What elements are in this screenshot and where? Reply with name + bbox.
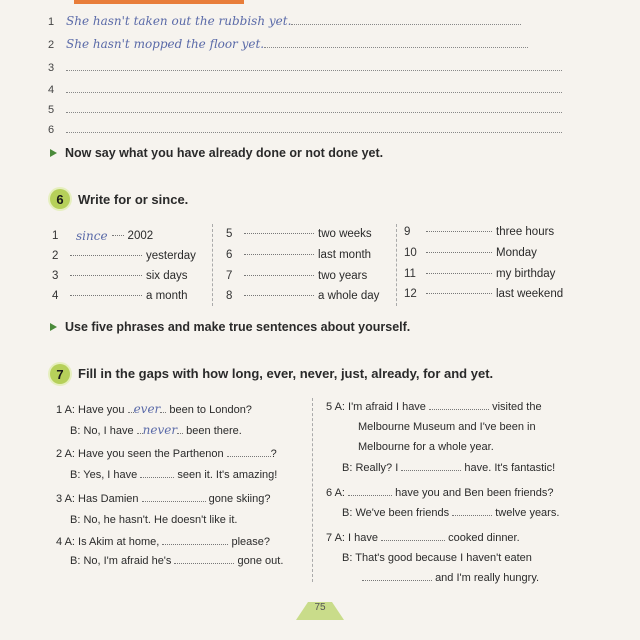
handwritten-answer: since — [76, 229, 108, 243]
question-3b: B: No, he hasn't. He doesn't like it. — [70, 514, 238, 526]
answer-line-1[interactable] — [48, 10, 521, 28]
gap-item-7[interactable]: 7 two years — [226, 270, 368, 282]
question-5a-line2: Melbourne Museum and I've been in — [358, 421, 536, 433]
gap-item-10[interactable]: 10 Monday — [404, 247, 537, 259]
handwritten-answer: She hasn't taken out the rubbish yet. — [66, 14, 292, 28]
sentences-instruction: Use five phrases and make true sentences about yourself. — [50, 320, 410, 334]
question-2b[interactable]: B: Yes, I have seen it. It's amazing! — [70, 469, 278, 481]
question-5a[interactable]: 5 A: I'm afraid I have visited the — [326, 401, 542, 413]
gap-item-8[interactable]: 8 a whole day — [226, 290, 380, 302]
speaking-instruction: Now say what you have already done or not done yet. — [50, 146, 383, 160]
question-3a[interactable]: 3 A: Has Damien gone skiing? — [56, 493, 271, 505]
question-1a[interactable]: 1 A: Have you ever been to London? — [56, 402, 252, 416]
gap-item-3[interactable]: 3 six days — [52, 270, 188, 282]
gap-item-6[interactable]: 6 last month — [226, 249, 372, 261]
column-divider — [396, 224, 397, 306]
question-5a-line3: Melbourne for a whole year. — [358, 441, 494, 453]
handwritten-answer: She hasn't mopped the floor yet. — [66, 37, 265, 51]
question-6a[interactable]: 6 A: have you and Ben been friends? — [326, 487, 554, 499]
top-color-bar — [74, 0, 244, 4]
answer-line-6[interactable] — [48, 118, 562, 136]
answer-line-5[interactable] — [48, 98, 562, 116]
gap-item-2[interactable]: 2 yesterday — [52, 250, 196, 262]
line-number: 6 — [48, 124, 55, 136]
answer-line-4[interactable] — [48, 78, 562, 96]
gap-item-4[interactable]: 4 a month — [52, 290, 188, 302]
gap-item-1[interactable]: 1 since 2002 — [52, 229, 154, 243]
question-2a[interactable]: 2 A: Have you seen the Parthenon ? — [56, 448, 277, 460]
question-1b[interactable]: B: No, I have never been there. — [70, 423, 242, 437]
question-7a[interactable]: 7 A: I have cooked dinner. — [326, 532, 520, 544]
column-divider — [212, 224, 213, 306]
page-number: 75 — [314, 602, 326, 613]
line-number: 3 — [48, 62, 55, 74]
exercise-7-badge: 7 — [50, 364, 70, 384]
line-number: 5 — [48, 104, 55, 116]
line-number: 1 — [48, 16, 55, 28]
arrow-icon — [50, 149, 57, 157]
arrow-icon — [50, 323, 57, 331]
question-5b[interactable]: B: Really? I have. It's fantastic! — [342, 462, 556, 474]
question-6b[interactable]: B: We've been friends twelve years. — [342, 507, 560, 519]
exercise-6-title: Write for or since. — [78, 192, 189, 207]
exercise-6-badge: 6 — [50, 189, 70, 209]
line-number: 4 — [48, 84, 55, 96]
gap-item-5[interactable]: 5 two weeks — [226, 228, 372, 240]
question-4b[interactable]: B: No, I'm afraid he's gone out. — [70, 555, 284, 567]
answer-line-3[interactable] — [48, 56, 562, 74]
column-divider — [312, 398, 313, 582]
answer-line-2[interactable] — [48, 33, 528, 51]
question-7c[interactable]: and I'm really hungry. — [362, 571, 539, 585]
gap-item-11[interactable]: 11 my birthday — [404, 268, 556, 280]
question-4a[interactable]: 4 A: Is Akim at home, please? — [56, 536, 270, 548]
gap-item-12[interactable]: 12 last weekend — [404, 288, 564, 300]
line-number: 2 — [48, 39, 55, 51]
gap-item-9[interactable]: 9 three hours — [404, 226, 555, 238]
question-7b: B: That's good because I haven't eaten — [342, 552, 532, 564]
exercise-7-title: Fill in the gaps with how long, ever, never, just, already, for and yet. — [78, 366, 494, 381]
